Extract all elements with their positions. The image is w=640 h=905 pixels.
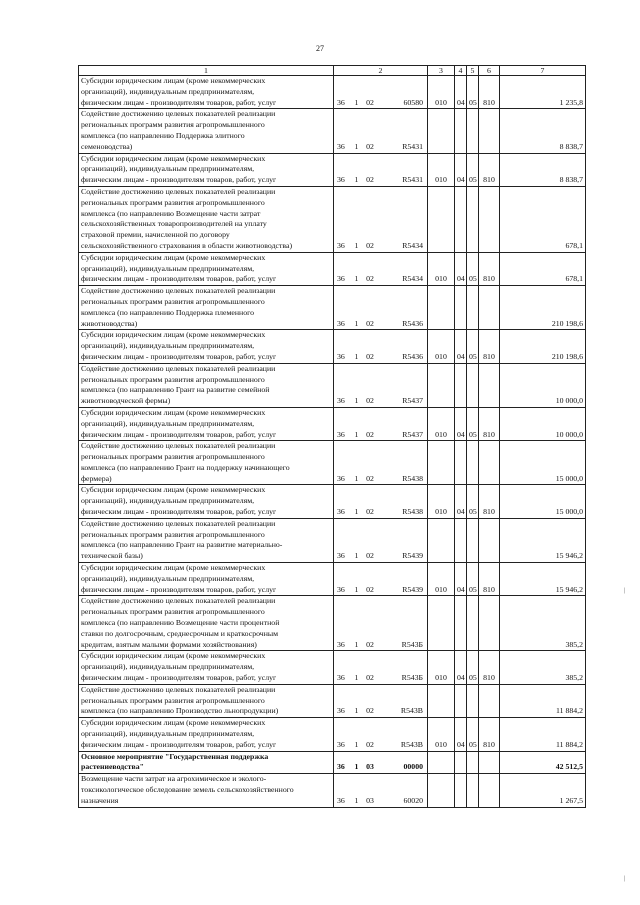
target-article-code xyxy=(334,109,428,153)
row-description: Субсидии юридическим лицам (кроме некоммерческих организаций), индивидуальным предпринимателям, физическим лицам - производителям товаров, работ, услуг xyxy=(79,76,334,109)
code-event: 02 xyxy=(366,739,374,749)
section-code: 04 xyxy=(455,718,467,751)
expense-type-code: 810 xyxy=(479,153,500,186)
expense-type-code xyxy=(479,774,500,807)
header-col-3: 3 xyxy=(428,66,455,76)
code-subprogram: 1 xyxy=(354,274,359,284)
expense-type-code xyxy=(479,751,500,774)
subsection-code xyxy=(467,596,479,651)
target-article-code xyxy=(334,563,428,596)
code-event: 02 xyxy=(366,274,374,284)
code-program: 36 xyxy=(337,351,345,361)
target-article-code xyxy=(334,518,428,562)
section-code: 04 xyxy=(455,252,467,285)
code-direction: R5431 xyxy=(402,141,423,151)
section-code: 04 xyxy=(455,330,467,363)
target-article-code xyxy=(334,153,428,186)
subsection-code xyxy=(467,363,479,407)
target-article-code xyxy=(334,76,428,109)
target-article-code xyxy=(334,407,428,440)
table-row xyxy=(79,596,586,651)
subsection-code: 05 xyxy=(467,330,479,363)
code-program: 36 xyxy=(337,240,345,250)
code-program: 36 xyxy=(337,739,345,749)
expense-type-code xyxy=(479,684,500,717)
table-row xyxy=(79,76,586,109)
code-subprogram: 1 xyxy=(354,706,359,716)
code-subprogram: 1 xyxy=(354,551,359,561)
table-row xyxy=(79,109,586,153)
code-subprogram: 1 xyxy=(354,584,359,594)
code-program: 36 xyxy=(337,274,345,284)
table-row xyxy=(79,718,586,751)
amount: 678,1 xyxy=(500,186,586,252)
code-program: 36 xyxy=(337,507,345,517)
code-subprogram: 1 xyxy=(354,429,359,439)
amount: 15 000,0 xyxy=(500,485,586,518)
ministry-code xyxy=(428,774,455,807)
expense-type-code: 810 xyxy=(479,252,500,285)
code-program: 36 xyxy=(337,795,345,805)
header-col-2: 2 xyxy=(334,66,428,76)
table-row xyxy=(79,441,586,485)
table-row xyxy=(79,330,586,363)
target-article-code xyxy=(334,363,428,407)
section-code: 04 xyxy=(455,76,467,109)
edge-mark: | xyxy=(624,588,626,594)
code-direction: R5436 xyxy=(402,351,423,361)
table-row xyxy=(79,286,586,330)
code-program: 36 xyxy=(337,706,345,716)
code-event: 02 xyxy=(366,351,374,361)
amount: 8 838,7 xyxy=(500,109,586,153)
section-code: 04 xyxy=(455,651,467,684)
row-description: Субсидии юридическим лицам (кроме некоммерческих организаций), индивидуальным предпринимателям, физическим лицам - производителям товаров, работ, услуг xyxy=(79,330,334,363)
row-description: Субсидии юридическим лицам (кроме некоммерческих организаций), индивидуальным предпринимателям, физическим лицам - производителям товаров, работ, услуг xyxy=(79,407,334,440)
code-subprogram: 1 xyxy=(354,97,359,107)
ministry-code xyxy=(428,684,455,717)
code-direction: 60020 xyxy=(403,795,423,805)
subsection-code xyxy=(467,774,479,807)
section-code xyxy=(455,186,467,252)
code-subprogram: 1 xyxy=(354,739,359,749)
expense-type-code xyxy=(479,596,500,651)
subsection-code: 05 xyxy=(467,651,479,684)
code-program: 36 xyxy=(337,584,345,594)
code-direction: R5439 xyxy=(402,584,423,594)
subsection-code xyxy=(467,684,479,717)
amount: 210 198,6 xyxy=(500,330,586,363)
subsection-code xyxy=(467,286,479,330)
section-code: 04 xyxy=(455,563,467,596)
code-subprogram: 1 xyxy=(354,473,359,483)
code-subprogram: 1 xyxy=(354,141,359,151)
section-code xyxy=(455,109,467,153)
amount: 11 884,2 xyxy=(500,718,586,751)
expense-type-code: 810 xyxy=(479,718,500,751)
code-event: 02 xyxy=(366,318,374,328)
code-direction: 00000 xyxy=(403,762,423,772)
expense-type-code xyxy=(479,518,500,562)
row-description: Содействие достижению целевых показателей реализации региональных программ развития агропромышленного комплекса (по направлению Производство льнопродукции) xyxy=(79,684,334,717)
code-subprogram: 1 xyxy=(354,351,359,361)
ministry-code: 010 xyxy=(428,153,455,186)
code-event: 02 xyxy=(366,429,374,439)
row-description: Субсидии юридическим лицам (кроме некоммерческих организаций), индивидуальным предпринимателям, физическим лицам - производителям товаров, работ, услуг xyxy=(79,153,334,186)
subsection-code: 05 xyxy=(467,407,479,440)
subsection-code: 05 xyxy=(467,252,479,285)
subsection-code xyxy=(467,518,479,562)
amount: 1 235,8 xyxy=(500,76,586,109)
code-program: 36 xyxy=(337,396,345,406)
code-event: 02 xyxy=(366,584,374,594)
ministry-code: 010 xyxy=(428,651,455,684)
subsection-code: 05 xyxy=(467,76,479,109)
section-code xyxy=(455,518,467,562)
code-subprogram: 1 xyxy=(354,762,359,772)
section-code xyxy=(455,286,467,330)
code-direction: R543Б xyxy=(401,639,423,649)
expense-type-code: 810 xyxy=(479,485,500,518)
ministry-code: 010 xyxy=(428,485,455,518)
target-article-code xyxy=(334,186,428,252)
code-direction: R543В xyxy=(400,739,423,749)
target-article-code xyxy=(334,485,428,518)
code-program: 36 xyxy=(337,673,345,683)
section-code xyxy=(455,751,467,774)
code-subprogram: 1 xyxy=(354,318,359,328)
table-row xyxy=(79,407,586,440)
code-subprogram: 1 xyxy=(354,795,359,805)
section-code: 04 xyxy=(455,485,467,518)
code-subprogram: 1 xyxy=(354,639,359,649)
row-description: Содействие достижению целевых показателей реализации региональных программ развития агропромышленного комплекса (по направлению Грант на развитие семейной животноводческой фермы) xyxy=(79,363,334,407)
table-header-row xyxy=(79,66,586,76)
target-article-code xyxy=(334,596,428,651)
ministry-code xyxy=(428,751,455,774)
subsection-code: 05 xyxy=(467,563,479,596)
budget-table xyxy=(78,65,586,808)
ministry-code: 010 xyxy=(428,407,455,440)
code-event: 02 xyxy=(366,673,374,683)
code-event: 03 xyxy=(366,795,374,805)
subsection-code xyxy=(467,186,479,252)
ministry-code: 010 xyxy=(428,330,455,363)
ministry-code xyxy=(428,441,455,485)
expense-type-code: 810 xyxy=(479,330,500,363)
amount: 42 512,5 xyxy=(500,751,586,774)
table-row xyxy=(79,684,586,717)
amount: 10 000,0 xyxy=(500,407,586,440)
expense-type-code: 810 xyxy=(479,76,500,109)
amount: 15 946,2 xyxy=(500,518,586,562)
code-program: 36 xyxy=(337,551,345,561)
target-article-code xyxy=(334,751,428,774)
header-col-7: 7 xyxy=(500,66,586,76)
code-direction: R5434 xyxy=(402,274,423,284)
section-code xyxy=(455,684,467,717)
ministry-code xyxy=(428,286,455,330)
subsection-code: 05 xyxy=(467,153,479,186)
row-description: Субсидии юридическим лицам (кроме некоммерческих организаций), индивидуальным предпринимателям, физическим лицам - производителям товаров, работ, услуг xyxy=(79,252,334,285)
code-direction: R5437 xyxy=(402,429,423,439)
row-description: Содействие достижению целевых показателей реализации региональных программ развития агропромышленного комплекса (по направлению Грант на развитие материально- технической базы) xyxy=(79,518,334,562)
code-program: 36 xyxy=(337,639,345,649)
code-subprogram: 1 xyxy=(354,240,359,250)
page-number: 27 xyxy=(316,44,324,53)
row-description: Субсидии юридическим лицам (кроме некоммерческих организаций), индивидуальным предпринимателям, физическим лицам - производителям товаров, работ, услуг xyxy=(79,563,334,596)
subsection-code: 05 xyxy=(467,485,479,518)
table-row xyxy=(79,186,586,252)
expense-type-code: 810 xyxy=(479,651,500,684)
ministry-code xyxy=(428,518,455,562)
header-col-6: 6 xyxy=(479,66,500,76)
section-code xyxy=(455,363,467,407)
code-event: 02 xyxy=(366,706,374,716)
code-program: 36 xyxy=(337,473,345,483)
section-code: 04 xyxy=(455,153,467,186)
code-direction: R5438 xyxy=(402,507,423,517)
code-event: 02 xyxy=(366,97,374,107)
code-event: 02 xyxy=(366,507,374,517)
code-program: 36 xyxy=(337,175,345,185)
code-event: 03 xyxy=(366,762,374,772)
code-direction: 60580 xyxy=(403,97,423,107)
table-row xyxy=(79,563,586,596)
target-article-code xyxy=(334,330,428,363)
section-code xyxy=(455,774,467,807)
target-article-code xyxy=(334,718,428,751)
expense-type-code xyxy=(479,441,500,485)
row-description: Субсидии юридическим лицам (кроме некоммерческих организаций), индивидуальным предпринимателям, физическим лицам - производителям товаров, работ, услуг xyxy=(79,651,334,684)
row-description: Субсидии юридическим лицам (кроме некоммерческих организаций), индивидуальным предпринимателям, физическим лицам - производителям товаров, работ, услуг xyxy=(79,718,334,751)
code-event: 02 xyxy=(366,240,374,250)
code-program: 36 xyxy=(337,141,345,151)
expense-type-code xyxy=(479,286,500,330)
target-article-code xyxy=(334,441,428,485)
target-article-code xyxy=(334,684,428,717)
target-article-code xyxy=(334,286,428,330)
row-description: Содействие достижению целевых показателей реализации региональных программ развития агропромышленного комплекса (по направлению Возмещение части процентной ставки по долгосрочным, среднесрочным и краткосрочным кредитам, взятым малыми формами хозяйствования) xyxy=(79,596,334,651)
amount: 385,2 xyxy=(500,651,586,684)
code-direction: R5437 xyxy=(402,396,423,406)
amount: 385,2 xyxy=(500,596,586,651)
amount: 1 267,5 xyxy=(500,774,586,807)
ministry-code: 010 xyxy=(428,76,455,109)
table-row xyxy=(79,153,586,186)
row-description: Содействие достижению целевых показателей реализации региональных программ развития агропромышленного комплекса (по направлению Возмещение части затрат сельскохозяйственных товаропроизводителей на уплату страховой премии, начисленной по договору сельскохозяйственного страхования в области животноводства) xyxy=(79,186,334,252)
code-event: 02 xyxy=(366,551,374,561)
table-row xyxy=(79,751,586,774)
code-direction: R5439 xyxy=(402,551,423,561)
table-row xyxy=(79,363,586,407)
ministry-code: 010 xyxy=(428,718,455,751)
table-row xyxy=(79,651,586,684)
code-event: 02 xyxy=(366,639,374,649)
code-event: 02 xyxy=(366,473,374,483)
amount: 678,1 xyxy=(500,252,586,285)
row-description: Содействие достижению целевых показателей реализации региональных программ развития агропромышленного комплекса (по направлению Поддержка племенного животноводства) xyxy=(79,286,334,330)
ministry-code xyxy=(428,109,455,153)
code-program: 36 xyxy=(337,97,345,107)
code-direction: R5438 xyxy=(402,473,423,483)
row-description: Основное мероприятие "Государственная поддержка растениеводства" xyxy=(79,751,334,774)
amount: 8 838,7 xyxy=(500,153,586,186)
section-code xyxy=(455,596,467,651)
subsection-code xyxy=(467,109,479,153)
row-description: Возмещение части затрат на агрохимическое и эколого- токсикологическое обследование земель сельскохозяйственного назначения xyxy=(79,774,334,807)
ministry-code: 010 xyxy=(428,252,455,285)
code-event: 02 xyxy=(366,396,374,406)
ministry-code xyxy=(428,363,455,407)
code-direction: R5431 xyxy=(402,175,423,185)
code-subprogram: 1 xyxy=(354,673,359,683)
expense-type-code xyxy=(479,363,500,407)
code-program: 36 xyxy=(337,318,345,328)
target-article-code xyxy=(334,651,428,684)
header-col-4: 4 xyxy=(455,66,467,76)
header-col-5: 5 xyxy=(467,66,479,76)
amount: 10 000,0 xyxy=(500,363,586,407)
table-row xyxy=(79,252,586,285)
subsection-code xyxy=(467,751,479,774)
target-article-code xyxy=(334,774,428,807)
table-row xyxy=(79,774,586,807)
expense-type-code xyxy=(479,186,500,252)
expense-type-code: 810 xyxy=(479,407,500,440)
subsection-code xyxy=(467,441,479,485)
row-description: Субсидии юридическим лицам (кроме некоммерческих организаций), индивидуальным предпринимателям, физическим лицам - производителям товаров, работ, услуг xyxy=(79,485,334,518)
section-code: 04 xyxy=(455,407,467,440)
expense-type-code: 810 xyxy=(479,563,500,596)
code-direction: R543В xyxy=(400,706,423,716)
edge-mark: | xyxy=(624,876,626,882)
table-row xyxy=(79,518,586,562)
code-direction: R5434 xyxy=(402,240,423,250)
section-code xyxy=(455,441,467,485)
row-description: Содействие достижению целевых показателей реализации региональных программ развития агропромышленного комплекса (по направлению Грант на поддержку начинающего фермера) xyxy=(79,441,334,485)
amount: 11 884,2 xyxy=(500,684,586,717)
expense-type-code xyxy=(479,109,500,153)
row-description: Содействие достижению целевых показателей реализации региональных программ развития агропромышленного комплекса (по направлению Поддержка элитного семеноводства) xyxy=(79,109,334,153)
code-event: 02 xyxy=(366,175,374,185)
target-article-code xyxy=(334,252,428,285)
code-program: 36 xyxy=(337,429,345,439)
ministry-code: 010 xyxy=(428,563,455,596)
code-event: 02 xyxy=(366,141,374,151)
table-row xyxy=(79,485,586,518)
code-direction: R5436 xyxy=(402,318,423,328)
code-program: 36 xyxy=(337,762,345,772)
ministry-code xyxy=(428,596,455,651)
subsection-code: 05 xyxy=(467,718,479,751)
code-subprogram: 1 xyxy=(354,175,359,185)
amount: 15 946,2 xyxy=(500,563,586,596)
code-direction: R543Б xyxy=(401,673,423,683)
amount: 15 000,0 xyxy=(500,441,586,485)
code-subprogram: 1 xyxy=(354,507,359,517)
code-subprogram: 1 xyxy=(354,396,359,406)
amount: 210 198,6 xyxy=(500,286,586,330)
ministry-code xyxy=(428,186,455,252)
header-col-1: 1 xyxy=(79,66,334,76)
